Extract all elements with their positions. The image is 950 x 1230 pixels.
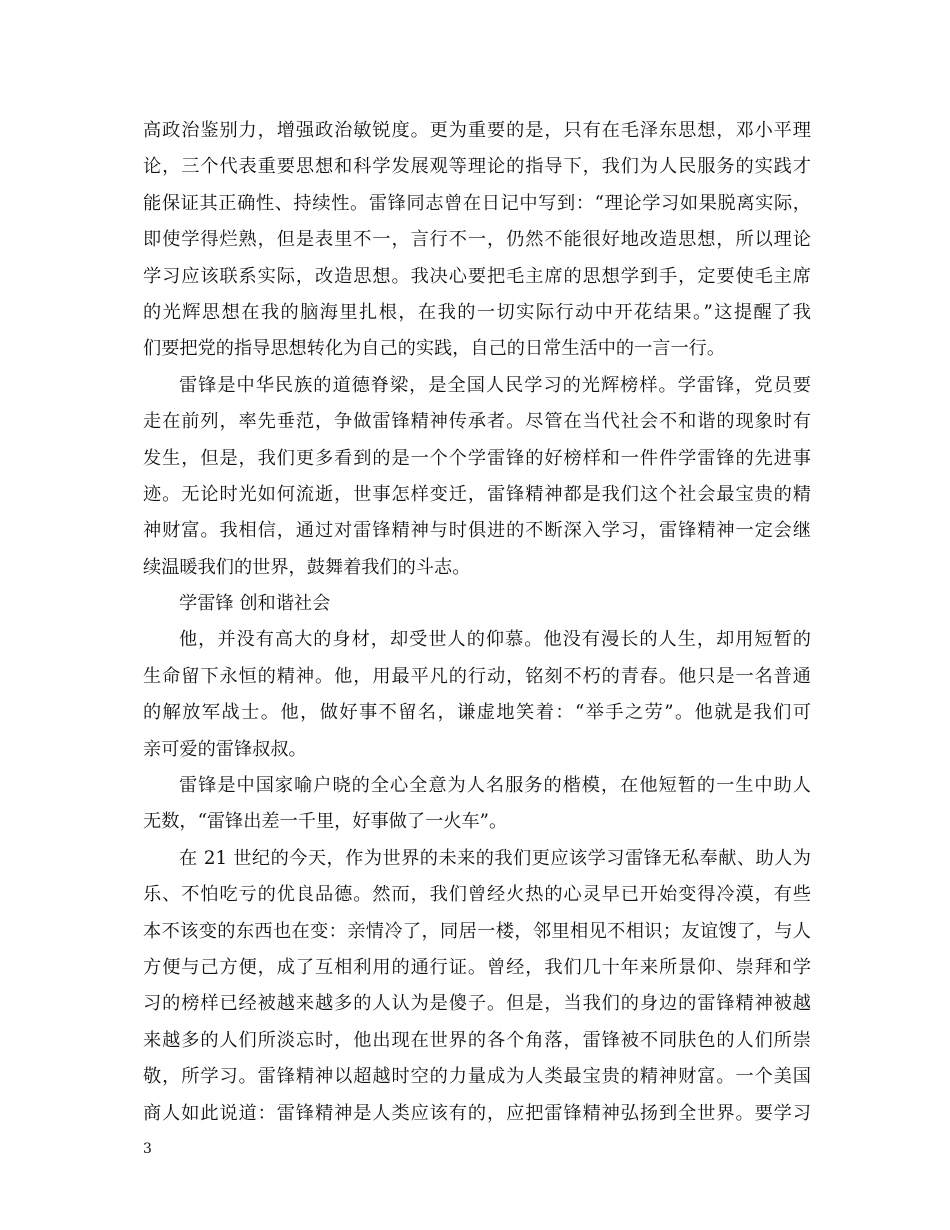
text-line: 生命留下永恒的精神。他，用最平凡的行动，铭刻不朽的青春。他只是一名普通 <box>143 665 811 687</box>
text-line: 能保证其正确性、持续性。雷锋同志曾在日记中写到：“理论学习如果脱离实际， <box>143 192 811 214</box>
text-line: 的光辉思想在我的脑海里扎根，在我的一切实际行动中开花结果。”这提醒了我 <box>143 301 811 323</box>
text-line: 在 21 世纪的今天，作为世界的未来的我们更应该学习雷锋无私奉献、助人为 <box>179 847 811 869</box>
page-number: 3 <box>143 1141 152 1157</box>
text-line: 续温暖我们的世界，鼓舞着我们的斗志。 <box>143 556 471 578</box>
text-line: 亲可爱的雷锋叔叔。 <box>143 738 307 760</box>
text-line: 敬，所学习。雷锋精神以超越时空的力量成为人类最宝贵的精神财富。一个美国 <box>143 1066 811 1088</box>
text-line: 学习应该联系实际，改造思想。我决心要把毛主席的思想学到手，定要使毛主席 <box>143 265 811 287</box>
text-line: 学雷锋 创和谐社会 <box>179 593 331 615</box>
text-line: 发生，但是，我们更多看到的是一个个学雷锋的好榜样和一件件学雷锋的先进事 <box>143 447 811 469</box>
text-line: 无数，“雷锋出差一千里，好事做了一火车”。 <box>143 811 508 833</box>
text-line: 来越多的人们所淡忘时，他出现在世界的各个角落，雷锋被不同肤色的人们所崇 <box>143 1029 811 1051</box>
text-line: 雷锋是中国家喻户晓的全心全意为人名服务的楷模，在他短暂的一生中助人 <box>179 775 811 797</box>
text-line: 雷锋是中华民族的道德脊梁，是全国人民学习的光辉榜样。学雷锋，党员要 <box>179 374 811 396</box>
text-line: 迹。无论时光如何流逝，世事怎样变迁，雷锋精神都是我们这个社会最宝贵的精 <box>143 483 811 505</box>
text-line: 论，三个代表重要思想和科学发展观等理论的指导下，我们为人民服务的实践才 <box>143 156 811 178</box>
text-line: 走在前列，率先垂范，争做雷锋精神传承者。尽管在当代社会不和谐的现象时有 <box>143 411 811 433</box>
text-line: 神财富。我相信，通过对雷锋精神与时俱进的不断深入学习，雷锋精神一定会继 <box>143 520 811 542</box>
text-line: 的解放军战士。他，做好事不留名，谦虚地笑着：“举手之劳”。他就是我们可 <box>143 702 811 724</box>
text-line: 他，并没有高大的身材，却受世人的仰慕。他没有漫长的人生，却用短暂的 <box>179 629 811 651</box>
text-line: 们要把党的指导思想转化为自己的实践，自己的日常生活中的一言一行。 <box>143 338 726 360</box>
text-line: 习的榜样已经被越来越多的人认为是傻子。但是，当我们的身边的雷锋精神被越 <box>143 993 811 1015</box>
text-line: 乐、不怕吃亏的优良品德。然而，我们曾经火热的心灵早已开始变得冷漠，有些 <box>143 884 811 906</box>
text-line: 即使学得烂熟，但是表里不一，言行不一，仍然不能很好地改造思想，所以理论 <box>143 229 811 251</box>
text-line: 商人如此说道：雷锋精神是人类应该有的，应把雷锋精神弘扬到全世界。要学习 <box>143 1102 811 1124</box>
text-line: 方便与己方便，成了互相利用的通行证。曾经，我们几十年来所景仰、崇拜和学 <box>143 956 811 978</box>
text-line: 本不该变的东西也在变：亲情冷了，同居一楼，邻里相见不相识；友谊馊了，与人 <box>143 920 811 942</box>
document-body <box>143 113 811 1132</box>
text-line: 高政治鉴别力，增强政治敏锐度。更为重要的是，只有在毛泽东思想，邓小平理 <box>143 120 811 141</box>
